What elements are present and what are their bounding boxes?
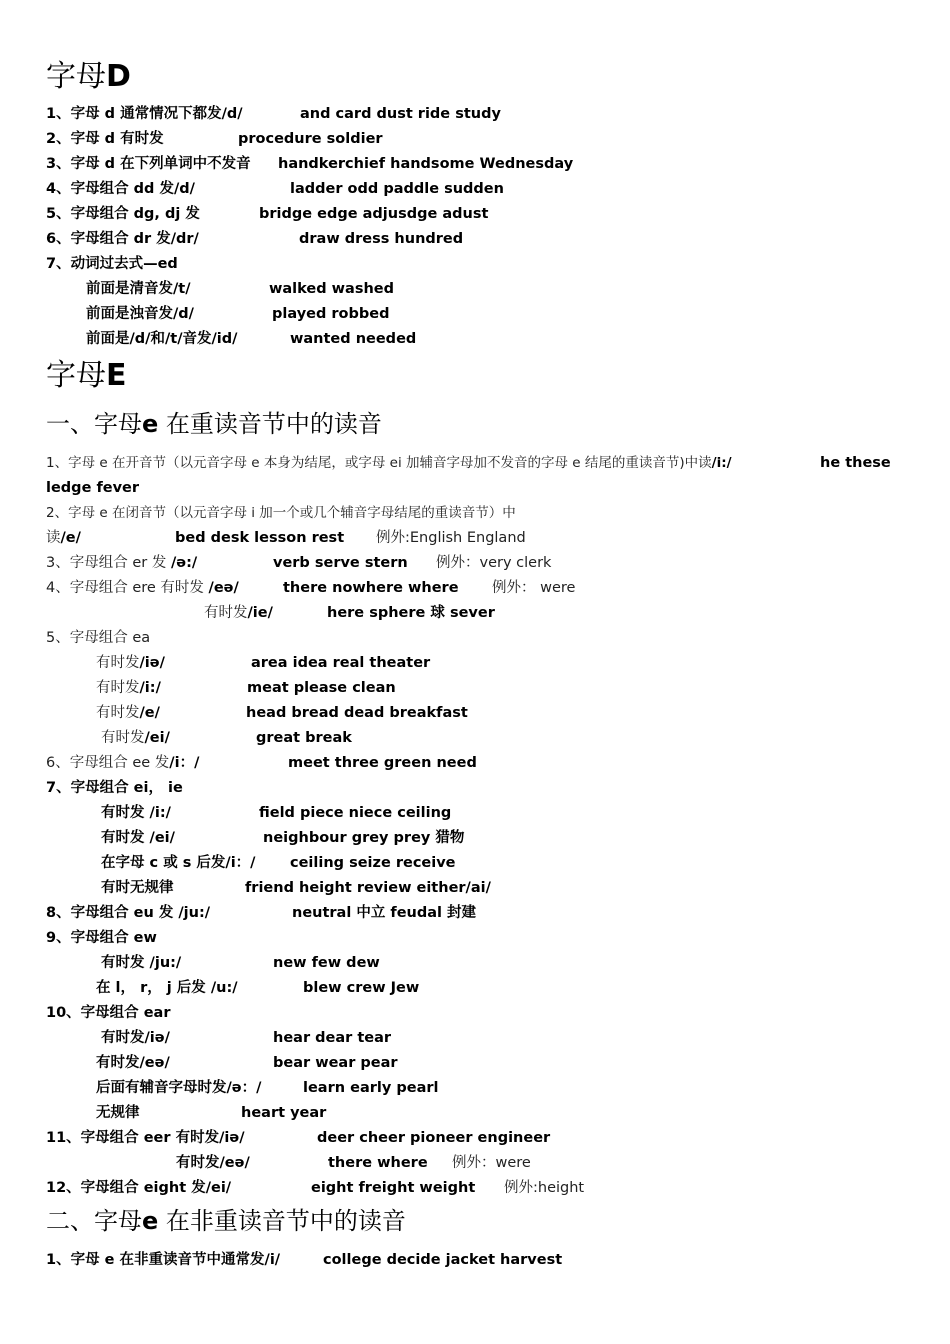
ipa: /ə:/ — [170, 555, 198, 571]
example-words: neutral 中立 feudal 封建 — [292, 905, 477, 921]
rule-label: 读 — [46, 530, 61, 546]
ipa: /e/ — [139, 705, 160, 721]
d-rule-7b — [86, 305, 390, 323]
exception-note: 例外： were — [492, 580, 576, 596]
d-rule-4 — [46, 180, 504, 198]
e-rule-11 — [46, 1129, 551, 1147]
example-words: draw dress hundred — [299, 231, 464, 247]
rule-label: 9、字母组合 ew — [46, 930, 157, 946]
rule-label: 6、字母组合 dr 发/dr/ — [46, 231, 199, 247]
e-rule-10a — [101, 1029, 392, 1047]
e-rule-6 — [46, 754, 477, 772]
rule-label: 前面是清音发/t/ — [86, 281, 191, 297]
rule-label: 11、字母组合 eer 有时发/iə/ — [46, 1130, 245, 1146]
rule-label: 在 l， r， j 后发 /u:/ — [96, 980, 238, 996]
heading-letter: D — [106, 59, 131, 94]
rule-label: 有时发/iə/ — [101, 1030, 170, 1046]
rule-label: 4、字母组合 ere 有时发 — [46, 580, 204, 596]
e-rule-12 — [46, 1179, 585, 1197]
rule-label: 有时发 /ei/ — [101, 830, 175, 846]
rule-label: 后面有辅音字母时发/ə：/ — [96, 1080, 262, 1096]
e-rule-2 — [46, 504, 516, 522]
e-rule-3 — [46, 554, 552, 572]
e-rule-10 — [46, 1004, 171, 1022]
exception-note: 例外:height — [504, 1180, 585, 1196]
rule-label: 有时发 — [204, 605, 248, 621]
d-rule-7 — [46, 255, 178, 273]
e-rule-7a — [101, 804, 452, 822]
rule-label: 有时发 — [101, 730, 145, 746]
e-rule-7d — [101, 879, 491, 897]
rule-label: 1、字母 e 在开音节（以元音字母 e 本身为结尾，或字母 ei 加辅音字母加不发音的字母 e 结尾的重读音节)中读 — [46, 455, 712, 471]
example-words: walked washed — [269, 281, 395, 297]
example-words: heart year — [241, 1105, 327, 1121]
d-rule-7c — [86, 330, 417, 348]
e-rule-9 — [46, 929, 157, 947]
example-words: learn early pearl — [303, 1080, 439, 1096]
subheading-stressed — [46, 410, 382, 438]
rule-label: 4、字母组合 dd 发/d/ — [46, 181, 195, 197]
example-words: eight freight weight — [311, 1180, 476, 1196]
subheading-letter: e — [142, 410, 159, 438]
e-rule-5a — [96, 654, 431, 672]
example-words: area idea real theater — [251, 655, 431, 671]
e-rule-2-cont — [46, 529, 526, 547]
rule-label: 有时发/eə/ — [176, 1155, 250, 1171]
e-rule-10b — [96, 1054, 398, 1072]
e-rule-4b — [204, 604, 495, 622]
d-rule-2 — [46, 130, 383, 148]
example-words: bear wear pear — [273, 1055, 398, 1071]
e-rule-4 — [46, 579, 576, 597]
rule-label: 有时发 /ju:/ — [101, 955, 182, 971]
example-words: ladder odd paddle sudden — [290, 181, 504, 197]
rule-label: 3、字母组合 er 发 — [46, 555, 167, 571]
rule-label: 有时发/eə/ — [96, 1055, 170, 1071]
section-d-heading — [46, 60, 131, 94]
example-words: new few dew — [273, 955, 380, 971]
example-words: verb serve stern — [273, 555, 408, 571]
e-rule-9a — [101, 954, 380, 972]
ipa: /ei/ — [144, 730, 170, 746]
e-rule-5b — [96, 679, 396, 697]
e-rule-5c — [96, 704, 468, 722]
example-words: played robbed — [272, 306, 390, 322]
e-rule-1 — [46, 454, 891, 472]
rule-label: 前面是浊音发/d/ — [86, 306, 194, 322]
example-words: friend height review either/ai/ — [245, 880, 491, 896]
d-rule-5 — [46, 205, 489, 223]
exception-note: 例外：very clerk — [436, 555, 552, 571]
rule-label: 8、字母组合 eu 发 /ju:/ — [46, 905, 211, 921]
e-rule-10c — [96, 1079, 439, 1097]
example-words: and card dust ride study — [300, 106, 501, 122]
ipa: /i：/ — [169, 755, 200, 771]
section-e-heading — [46, 359, 127, 393]
example-words: wanted needed — [290, 331, 417, 347]
d-rule-1 — [46, 105, 501, 123]
subheading-pre: 一、字母 — [46, 410, 142, 438]
rule-label: 5、字母组合 ea — [46, 630, 151, 646]
e-rule-8 — [46, 904, 477, 922]
e-rule-7b — [101, 829, 465, 847]
rule-label: 7、字母组合 ei， ie — [46, 780, 183, 796]
example-words: neighbour grey prey 猎物 — [263, 830, 465, 846]
example-words: ceiling seize receive — [290, 855, 456, 871]
e-unstressed-rule-1 — [46, 1251, 563, 1269]
rule-label: 6、字母组合 ee 发 — [46, 755, 170, 771]
example-words: here sphere 球 sever — [327, 605, 495, 621]
example-words: head bread dead breakfast — [246, 705, 468, 721]
heading-cn: 字母 — [46, 358, 106, 393]
example-words: meet three green need — [288, 755, 477, 771]
e-rule-9b — [96, 979, 420, 997]
rule-label: 无规律 — [96, 1105, 140, 1121]
rule-label: 12、字母组合 eight 发/ei/ — [46, 1180, 232, 1196]
heading-cn: 字母 — [46, 59, 106, 94]
exception-note: 例外：were — [452, 1155, 531, 1171]
subheading-pre: 二、字母 — [46, 1207, 142, 1235]
rule-label: 有时无规律 — [101, 880, 174, 896]
example-words: handkerchief handsome Wednesday — [278, 156, 574, 172]
ipa: /i:/ — [711, 455, 732, 471]
rule-label: 1、字母 e 在非重读音节中通常发/i/ — [46, 1252, 281, 1268]
example-words: procedure soldier — [238, 131, 383, 147]
example-words: ledge fever — [46, 480, 140, 496]
rule-label: 7、动词过去式—ed — [46, 256, 178, 272]
exception-note: 例外:English England — [376, 530, 526, 546]
d-rule-6 — [46, 230, 464, 248]
example-words: deer cheer pioneer engineer — [317, 1130, 551, 1146]
rule-label: 2、字母 e 在闭音节（以元音字母 i 加一个或几个辅音字母结尾的重读音节）中 — [46, 505, 516, 521]
rule-label: 在字母 c 或 s 后发/i：/ — [101, 855, 256, 871]
e-rule-1-cont — [46, 479, 139, 497]
ipa: /ie/ — [247, 605, 273, 621]
rule-label: 1、字母 d 通常情况下都发/d/ — [46, 106, 243, 122]
ipa: /i:/ — [139, 680, 161, 696]
subheading-unstressed — [46, 1207, 406, 1235]
subheading-letter: e — [142, 1207, 159, 1235]
e-rule-10d — [96, 1104, 327, 1122]
example-words: bed desk lesson rest — [175, 530, 345, 546]
rule-label: 前面是/d/和/t/音发/id/ — [86, 331, 238, 347]
example-words: there nowhere where — [283, 580, 459, 596]
ipa: /e/ — [60, 530, 81, 546]
example-words: college decide jacket harvest — [323, 1252, 563, 1268]
example-words: there where — [328, 1155, 428, 1171]
e-rule-5d — [101, 729, 352, 747]
e-rule-7c — [101, 854, 456, 872]
d-rule-3 — [46, 155, 574, 173]
example-words: he these — [820, 455, 891, 471]
e-rule-11b — [176, 1154, 531, 1172]
subheading-post: 在非重读音节中的读音 — [165, 1207, 406, 1235]
rule-label: 5、字母组合 dg, dj 发 — [46, 206, 200, 222]
ipa: /iə/ — [139, 655, 165, 671]
e-rule-5 — [46, 629, 150, 647]
example-words: hear dear tear — [273, 1030, 392, 1046]
heading-letter: E — [106, 358, 127, 393]
e-rule-7 — [46, 779, 183, 797]
subheading-post: 在重读音节中的读音 — [165, 410, 382, 438]
rule-label: 10、字母组合 ear — [46, 1005, 171, 1021]
rule-label: 有时发 — [96, 680, 140, 696]
example-words: blew crew Jew — [303, 980, 420, 996]
rule-label: 3、字母 d 在下列单词中不发音 — [46, 156, 251, 172]
ipa: /eə/ — [208, 580, 239, 596]
example-words: meat please clean — [247, 680, 396, 696]
rule-label: 有时发 — [96, 705, 140, 721]
rule-label: 有时发 /i:/ — [101, 805, 171, 821]
rule-label: 有时发 — [96, 655, 140, 671]
example-words: field piece niece ceiling — [259, 805, 452, 821]
example-words: great break — [256, 730, 352, 746]
rule-label: 2、字母 d 有时发 — [46, 131, 164, 147]
example-words: bridge edge adjusdge adust — [259, 206, 489, 222]
d-rule-7a — [86, 280, 395, 298]
